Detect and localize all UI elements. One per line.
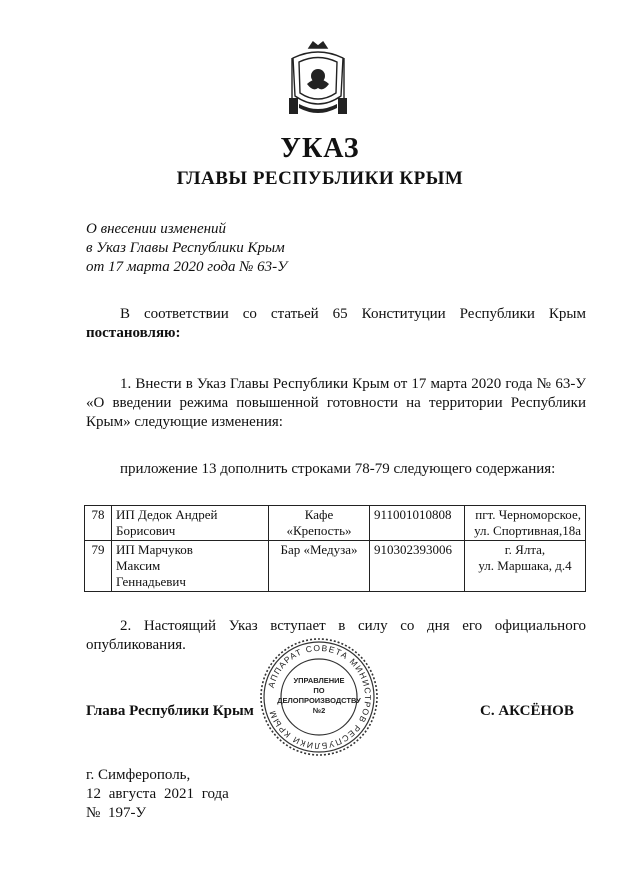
document-subtitle: ГЛАВЫ РЕСПУБЛИКИ КРЫМ [176,168,464,189]
stamp-center-line: №2 [312,706,326,715]
item1-line: 1. Внести в Указ Главы Республики Крым от 17 марта 2020 года № 63-У [120,376,586,392]
inn: 910302393006 [370,541,465,592]
subject-line: О внесении изменений [86,221,227,237]
stamp-center-line: ДЕЛОПРОИЗВОДСТВУ [277,696,361,705]
subject-line: от 17 марта 2020 года № 63-У [86,259,288,275]
official-stamp [258,636,380,758]
address: пгт. Черноморское, ул. Спортивная,18а [465,506,586,541]
issue-place: г. Симферополь, [86,767,191,783]
issue-number: № 197-У [86,805,147,821]
stamp-center-line: УПРАВЛЕНИЕ [293,676,345,685]
table-row [85,506,586,541]
signatory-position: Глава Республики Крым [86,703,254,719]
row-number: 79 [85,541,112,592]
issue-date: 12 августа 2021 года [86,786,229,802]
appendix-text: приложение 13 дополнить строками 78-79 следующего содержания: [120,461,556,477]
item2-line: 2. Настоящий Указ вступает в силу со дня его официального [120,618,586,634]
table-row [85,541,586,592]
item1-line: Крым» следующие изменения: [86,414,283,430]
document-title: УКАЗ [280,133,360,164]
preamble-text: В соответствии со статьей 65 Конституции Республики Крым [120,306,586,322]
address: г. Ялта, ул. Маршака, д.4 [465,541,586,592]
entrepreneur-name: ИП Марчуков Максим Геннадьевич [112,541,269,592]
item2-line: опубликования. [86,637,186,653]
signatory-name: С. АКСЁНОВ [480,703,574,719]
preamble [86,305,586,343]
entrepreneur-name: ИП Дедок Андрей Борисович [112,506,269,541]
business-object: Бар «Медуза» [269,541,370,592]
item1-line: «О введении режима повышенной готовности на территории Республики [86,395,586,411]
coat-of-arms-icon [287,38,349,118]
item-1 [86,375,586,432]
business-object: Кафе «Крепость» [269,506,370,541]
stamp-center-line: ПО [313,686,325,695]
document-subject [86,220,287,277]
subject-line: в Указ Главы Республики Крым [86,240,285,256]
inn: 911001010808 [370,506,465,541]
issue-details [86,766,229,823]
amendment-table [84,505,586,592]
row-number: 78 [85,506,112,541]
decree-word: постановляю: [86,325,181,341]
stamp-ring-text: АППАРАТ СОВЕТА МИНИСТРОВ РЕСПУБЛИКИ КРЫМ [265,642,374,752]
